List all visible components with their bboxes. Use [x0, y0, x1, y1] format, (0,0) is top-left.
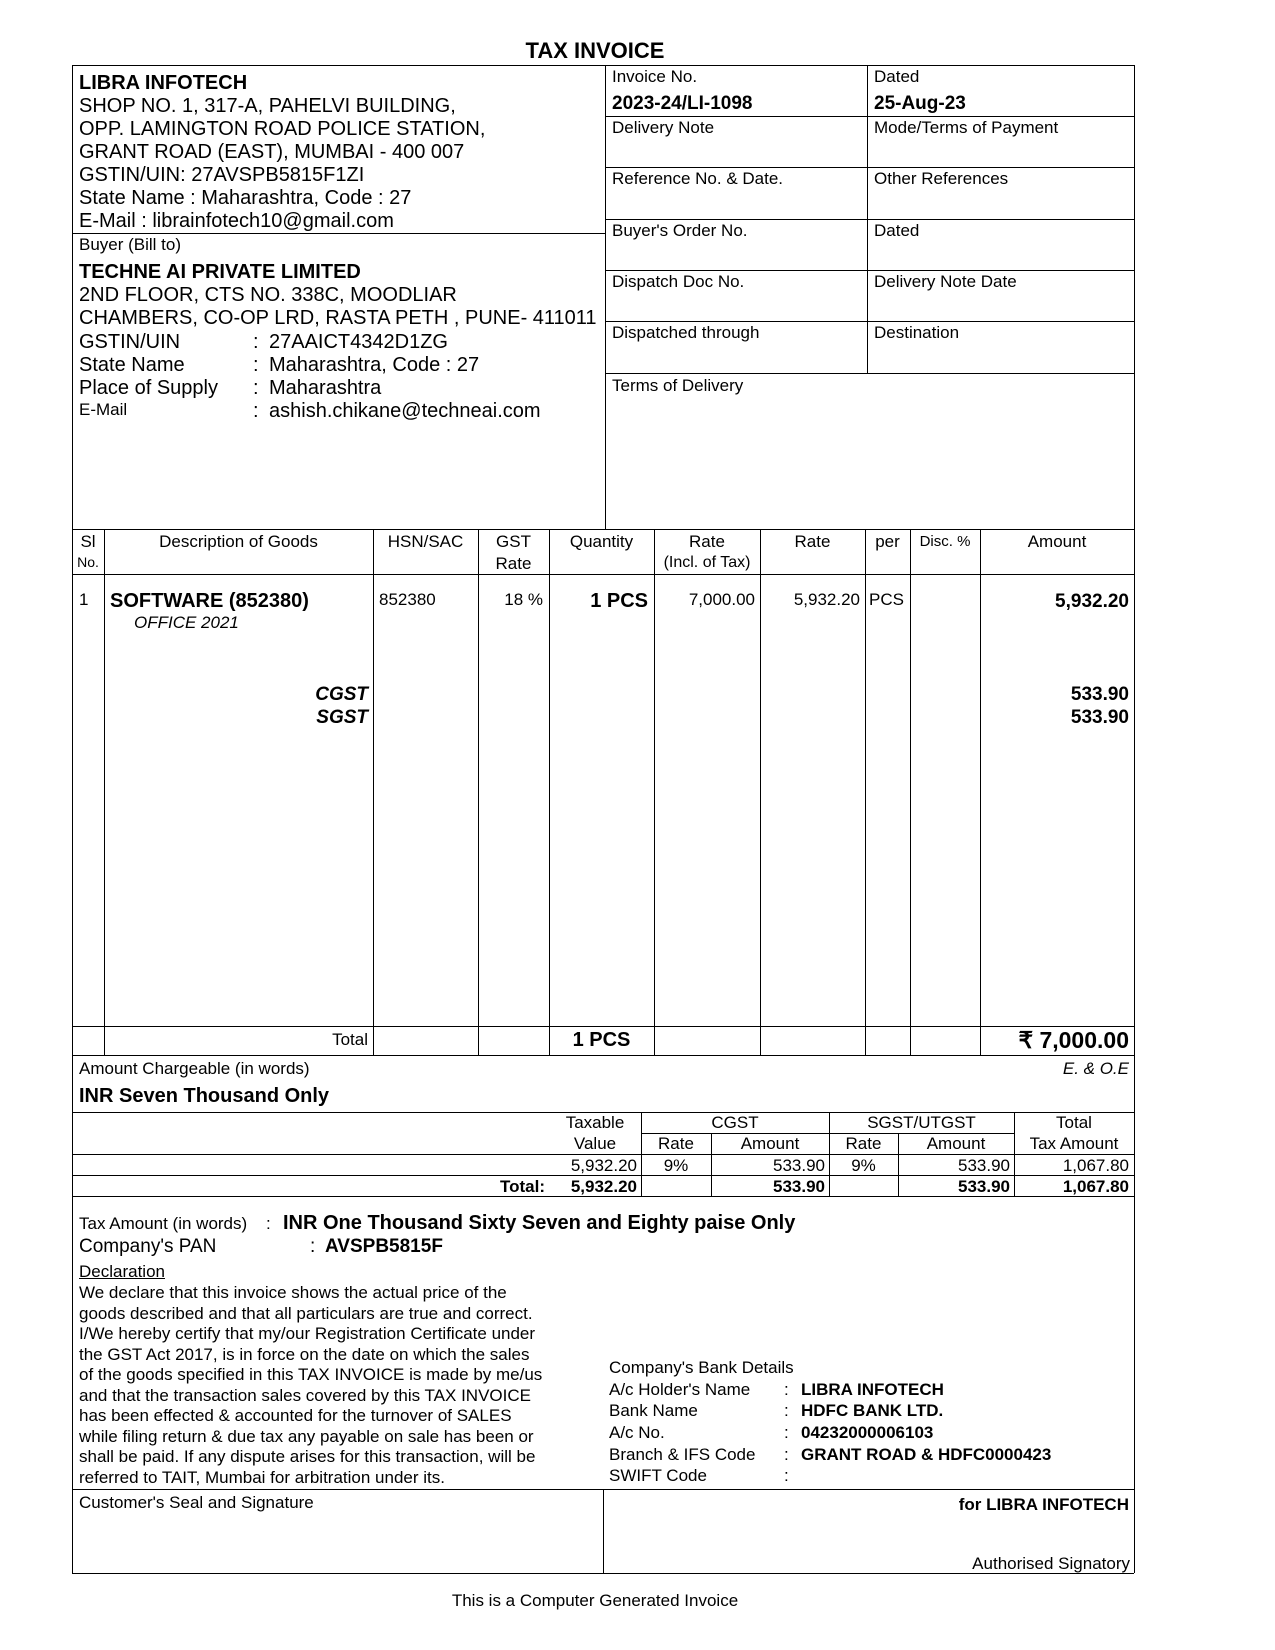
delivery-note-date-label: Delivery Note Date [874, 272, 1017, 291]
col-header-disc: Disc. % [919, 533, 971, 550]
col-header-gst-rate: Rate [495, 554, 532, 573]
col-header-rate: Rate [794, 532, 831, 551]
seller-address-line: GRANT ROAD (EAST), MUMBAI - 400 007 [79, 141, 465, 163]
sgst-label: SGST [316, 707, 368, 728]
bank-account-value: 04232000006103 [801, 1423, 934, 1442]
declaration-line: goods described and that all particulars are true and correct. [79, 1304, 533, 1323]
other-references-label: Other References [874, 169, 1009, 188]
buyer-gstin-label: GSTIN/UIN [79, 331, 181, 353]
declaration-line: while filing return & due tax any payable on sale has been or [79, 1427, 534, 1446]
order-dated-label: Dated [874, 221, 920, 240]
colon: : [784, 1445, 789, 1464]
sgst-amount: 533.90 [1070, 707, 1129, 728]
item-rate: 5,932.20 [793, 590, 860, 609]
amount-words-label: Amount Chargeable (in words) [79, 1059, 310, 1078]
bank-heading: Company's Bank Details [609, 1358, 794, 1377]
buyer-order-label: Buyer's Order No. [612, 221, 748, 240]
col-header-per: per [875, 532, 900, 551]
dated-value: 25-Aug-23 [874, 93, 966, 114]
bank-name-value: HDFC BANK LTD. [801, 1401, 944, 1420]
buyer-address-line: 2ND FLOOR, CTS NO. 338C, MOODLIAR [79, 284, 457, 306]
tax-row-taxable: 5,932.20 [570, 1156, 637, 1175]
destination-label: Destination [874, 323, 960, 342]
pan-label: Company's PAN [79, 1236, 217, 1257]
col-header-no: No. [77, 554, 99, 570]
footer-note: This is a Computer Generated Invoice [451, 1591, 739, 1610]
colon: : [266, 1214, 271, 1233]
dated-label: Dated [874, 67, 920, 86]
tax-header-total-amount: Tax Amount [1029, 1134, 1119, 1153]
colon: : [784, 1423, 789, 1442]
tax-header-taxable-value: Value [573, 1134, 617, 1153]
buyer-state-value: Maharashtra, Code : 27 [269, 354, 480, 376]
declaration-line: shall be paid. If any dispute arises for this transaction, will be [79, 1447, 536, 1466]
seller-gstin: GSTIN/UIN: 27AVSPB5815F1ZI [79, 164, 365, 186]
dispatched-through-label: Dispatched through [612, 323, 760, 342]
delivery-note-label: Delivery Note [612, 118, 715, 137]
tax-row-total: 1,067.80 [1062, 1156, 1129, 1175]
buyer-gstin-value: 27AAICT4342D1ZG [269, 331, 448, 353]
buyer-supply-value: Maharashtra [269, 377, 382, 399]
item-quantity: 1 PCS [590, 590, 648, 612]
bank-holder-value: LIBRA INFOTECH [801, 1380, 944, 1399]
tax-total-cgst: 533.90 [773, 1177, 825, 1196]
col-header-rate-incl-sub: (Incl. of Tax) [663, 554, 751, 571]
cgst-amount: 533.90 [1070, 684, 1129, 705]
colon: : [253, 377, 259, 399]
page-title: TAX INVOICE [525, 38, 665, 63]
declaration-line: referred to TAIT, Mumbai for arbitration under its. [79, 1468, 445, 1487]
tax-total-taxable: 5,932.20 [570, 1177, 637, 1196]
tax-words-label: Tax Amount (in words) [79, 1214, 248, 1233]
colon: : [784, 1466, 789, 1485]
colon: : [253, 400, 259, 422]
tax-header-sgst-amount: Amount [926, 1134, 986, 1153]
invoice-no-value: 2023-24/LI-1098 [612, 93, 753, 114]
for-company-label: for LIBRA INFOTECH [958, 1495, 1129, 1514]
tax-header-total: Total [1056, 1113, 1092, 1132]
declaration-heading: Declaration [79, 1262, 165, 1281]
colon: : [784, 1401, 789, 1420]
col-header-hsn: HSN/SAC [387, 532, 464, 551]
item-sl: 1 [79, 590, 89, 609]
seller-name: LIBRA INFOTECH [79, 72, 248, 94]
item-description: SOFTWARE (852380) [110, 590, 309, 612]
tax-total-label: Total: [499, 1177, 545, 1196]
pan-value: AVSPB5815F [325, 1236, 443, 1257]
item-per: PCS [869, 590, 904, 609]
buyer-supply-label: Place of Supply [79, 377, 218, 399]
authorised-signatory-label: Authorised Signatory [972, 1554, 1130, 1573]
mode-terms-label: Mode/Terms of Payment [874, 118, 1059, 137]
bank-branch-label: Branch & IFS Code [609, 1445, 756, 1464]
buyer-name: TECHNE AI PRIVATE LIMITED [79, 261, 361, 283]
declaration-line: I/We hereby certify that my/our Registration Certificate under [79, 1324, 536, 1343]
colon: : [253, 354, 259, 376]
eoe-label: E. & O.E [1062, 1059, 1129, 1078]
terms-delivery-label: Terms of Delivery [612, 376, 744, 395]
dispatch-doc-label: Dispatch Doc No. [612, 272, 745, 291]
col-header-amount: Amount [1027, 532, 1087, 551]
colon: : [784, 1380, 789, 1399]
tax-row-cgst-rate: 9% [663, 1156, 689, 1175]
declaration-line: of the goods specified in this TAX INVOICE is made by me/us [79, 1365, 543, 1384]
tax-total-total: 1,067.80 [1062, 1177, 1129, 1196]
buyer-state-label: State Name [79, 354, 185, 376]
customer-seal-label: Customer's Seal and Signature [79, 1493, 314, 1512]
tax-header-sgst-rate: Rate [845, 1134, 882, 1153]
tax-header-sgst: SGST/UTGST [867, 1113, 976, 1132]
item-gst-rate: 18 % [504, 590, 543, 609]
cgst-label: CGST [315, 684, 368, 705]
invoice-no-label: Invoice No. [612, 67, 698, 86]
seller-state: State Name : Maharashtra, Code : 27 [79, 187, 412, 209]
col-header-gst: GST [496, 532, 531, 551]
tax-header-cgst-amount: Amount [740, 1134, 800, 1153]
declaration-line: the GST Act 2017, is in force on the date on which the sales [79, 1345, 530, 1364]
bank-name-label: Bank Name [609, 1401, 698, 1420]
bank-swift-label: SWIFT Code [609, 1466, 707, 1485]
item-subdescription: OFFICE 2021 [134, 613, 239, 632]
seller-email: E-Mail : librainfotech10@gmail.com [79, 210, 394, 232]
buyer-address-line: CHAMBERS, CO-OP LRD, RASTA PETH , PUNE- 411011 [79, 307, 597, 329]
item-rate-incl: 7,000.00 [688, 590, 755, 609]
total-quantity: 1 PCS [572, 1029, 631, 1051]
col-header-sl: Sl [80, 532, 96, 551]
buyer-email-value: ashish.chikane@techneai.com [269, 400, 541, 422]
seller-address-line: OPP. LAMINGTON ROAD POLICE STATION, [79, 118, 486, 140]
tax-row-cgst-amount: 533.90 [773, 1156, 825, 1175]
tax-total-sgst: 533.90 [958, 1177, 1010, 1196]
col-header-description: Description of Goods [159, 532, 318, 551]
tax-row-sgst-amount: 533.90 [958, 1156, 1010, 1175]
tax-header-cgst: CGST [711, 1113, 759, 1132]
tax-row-sgst-rate: 9% [851, 1156, 876, 1175]
tax-header-taxable: Taxable [565, 1113, 625, 1132]
item-hsn: 852380 [379, 590, 436, 609]
col-header-rate-incl: Rate [689, 532, 725, 551]
colon: : [253, 331, 259, 353]
amount-in-words: INR Seven Thousand Only [79, 1085, 330, 1107]
bank-account-label: A/c No. [609, 1423, 665, 1442]
tax-header-cgst-rate: Rate [658, 1134, 694, 1153]
seller-address-line: SHOP NO. 1, 317-A, PAHELVI BUILDING, [79, 95, 456, 117]
total-amount: ₹ 7,000.00 [1018, 1027, 1129, 1053]
declaration-line: We declare that this invoice shows the actual price of the [79, 1283, 507, 1302]
item-amount: 5,932.20 [1055, 591, 1129, 612]
bank-branch-value: GRANT ROAD & HDFC0000423 [801, 1445, 1052, 1464]
buyer-email-label: E-Mail [79, 400, 128, 419]
declaration-line: has been effected & accounted for the turnover of SALES [79, 1406, 512, 1425]
total-label: Total [332, 1030, 368, 1049]
bank-holder-label: A/c Holder's Name [609, 1380, 751, 1399]
buyer-heading: Buyer (Bill to) [79, 235, 182, 254]
colon: : [310, 1236, 316, 1257]
declaration-line: and that the transaction sales covered by this TAX INVOICE [79, 1386, 531, 1405]
reference-label: Reference No. & Date. [612, 169, 784, 188]
tax-amount-in-words: INR One Thousand Sixty Seven and Eighty paise Only [283, 1212, 796, 1234]
col-header-quantity: Quantity [569, 532, 634, 551]
